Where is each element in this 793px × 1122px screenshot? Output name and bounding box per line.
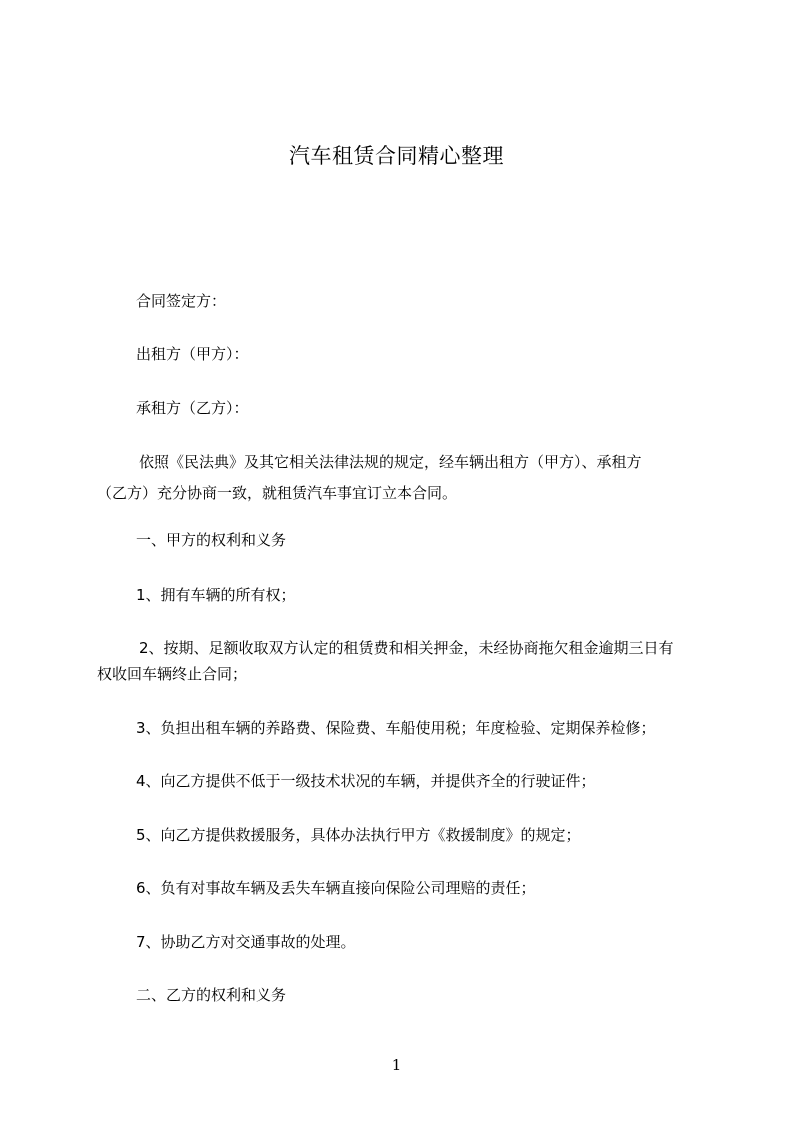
lessee-label: 承租方（乙方）： bbox=[136, 399, 249, 417]
preamble-line-2: （乙方）充分协商一致，就租赁汽车事宜订立本合同。 bbox=[97, 484, 458, 502]
clause-a4: 4、向乙方提供不低于一级技术状况的车辆，并提供齐全的行驶证件； bbox=[136, 772, 596, 790]
section-heading-party-b: 二、乙方的权利和义务 bbox=[136, 986, 287, 1004]
lessor-label: 出租方（甲方）： bbox=[136, 345, 249, 363]
preamble-line-1: 依照《民法典》及其它相关法律法规的规定，经车辆出租方（甲方）、承租方 bbox=[139, 453, 642, 471]
clause-a2-line-1: 2、按期、足额收取双方认定的租赁费和相关押金，未经协商拖欠租金逾期三日有 bbox=[139, 639, 674, 657]
page-number: 1 bbox=[391, 1056, 402, 1074]
clause-a3: 3、负担出租车辆的养路费、保险费、车船使用税；年度检验、定期保养检修； bbox=[136, 719, 656, 737]
document-title: 汽车租赁合同精心整理 bbox=[289, 144, 504, 168]
clause-a1: 1、拥有车辆的所有权； bbox=[136, 586, 296, 604]
clause-a6: 6、负有对事故车辆及丢失车辆直接向保险公司理赔的责任； bbox=[136, 879, 536, 897]
clause-a5: 5、向乙方提供救援服务，具体办法执行甲方《救援制度》的规定； bbox=[136, 826, 581, 844]
section-heading-party-a: 一、甲方的权利和义务 bbox=[136, 531, 287, 549]
clause-a2-line-2: 权收回车辆终止合同； bbox=[97, 665, 248, 683]
clause-a7: 7、协助乙方对交通事故的处理。 bbox=[136, 933, 356, 951]
contract-parties-label: 合同签定方： bbox=[136, 292, 227, 310]
